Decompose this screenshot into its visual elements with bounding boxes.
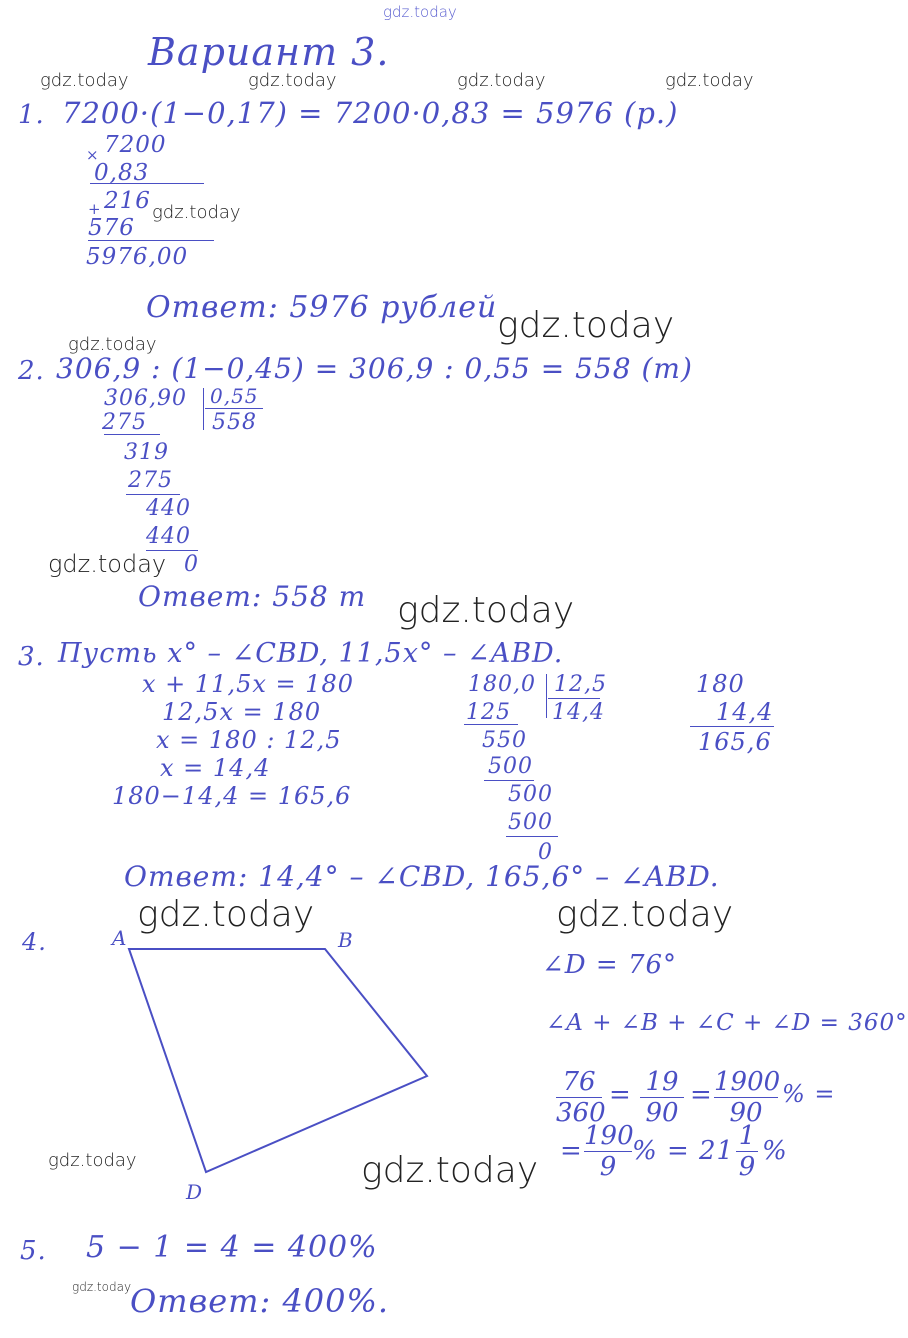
division-step: 550 bbox=[482, 728, 527, 753]
watermark: gdz.today bbox=[248, 70, 337, 91]
equals-sign: = bbox=[609, 1080, 632, 1110]
problem-2-answer: Ответ: 558 т bbox=[138, 580, 367, 613]
watermark: gdz.today bbox=[457, 70, 546, 91]
division-step: 500 bbox=[488, 754, 533, 779]
division-divisor: 0,55 bbox=[210, 384, 259, 408]
percent-sign: % bbox=[762, 1136, 788, 1166]
fraction bbox=[736, 1122, 758, 1181]
watermark: gdz.today bbox=[361, 1150, 539, 1191]
fraction-denominator: 90 bbox=[729, 1098, 763, 1128]
fraction bbox=[640, 1068, 684, 1127]
division-step: 275 bbox=[128, 468, 173, 493]
problem-5-answer: Ответ: 400%. bbox=[130, 1282, 390, 1320]
problem-1-answer: Ответ: 5976 рублей bbox=[146, 290, 498, 325]
watermark: gdz.today bbox=[48, 550, 167, 578]
watermark: gdz.today bbox=[68, 334, 157, 355]
problem-2-equation: 306,9 : (1−0,45) = 306,9 : 0,55 = 558 (т) bbox=[56, 352, 693, 385]
fraction-numerator: 1 bbox=[738, 1121, 756, 1151]
equals-sign: = bbox=[690, 1080, 713, 1110]
calc-line: 7200 bbox=[104, 132, 167, 158]
subtraction-line: 180 bbox=[696, 670, 745, 698]
watermark: gdz.today bbox=[72, 1280, 132, 1294]
watermark: gdz.today bbox=[397, 590, 575, 631]
calc-result: 5976,00 bbox=[86, 244, 189, 270]
problem-3-intro: Пусть x° – ∠CBD, 11,5x° – ∠ABD. bbox=[58, 638, 564, 669]
fraction-denominator: 9 bbox=[738, 1152, 756, 1182]
subtraction-result: 165,6 bbox=[698, 728, 772, 756]
division-step: 125 bbox=[466, 700, 511, 725]
watermark: gdz.today bbox=[497, 305, 675, 346]
mul-sign: × bbox=[86, 146, 100, 164]
problem-2-number: 2. bbox=[18, 356, 45, 386]
calc-line: 576 bbox=[88, 215, 135, 241]
division-quotient: 558 bbox=[212, 410, 257, 435]
watermark: gdz.today bbox=[40, 70, 129, 91]
problem-5-number: 5. bbox=[20, 1236, 47, 1266]
fraction bbox=[714, 1067, 781, 1128]
quadrilateral bbox=[129, 949, 427, 1172]
variant-heading: Вариант 3. bbox=[148, 30, 390, 74]
watermark: gdz.today bbox=[48, 1150, 137, 1171]
division-dividend: 180,0 bbox=[468, 672, 536, 697]
division-step: 0 bbox=[538, 840, 553, 865]
vertex-label-a: A bbox=[112, 926, 128, 950]
division-dividend: 306,90 bbox=[104, 386, 187, 411]
subtraction-line: 14,4 bbox=[716, 698, 774, 726]
division-step: 500 bbox=[508, 810, 553, 835]
problem-5-equation: 5 − 1 = 4 = 400% bbox=[86, 1230, 378, 1265]
fraction-numerator: 19 bbox=[645, 1067, 679, 1097]
result-value: % = 21 bbox=[632, 1136, 735, 1166]
vertex-label-d: D bbox=[186, 1180, 204, 1204]
equation-line: 180−14,4 = 165,6 bbox=[112, 782, 352, 810]
problem-3-number: 3. bbox=[18, 642, 45, 672]
equation-line: x = 180 : 12,5 bbox=[156, 726, 342, 754]
problem-1-equation: 7200·(1−0,17) = 7200·0,83 = 5976 (р.) bbox=[62, 96, 679, 130]
equation-line: x = 14,4 bbox=[160, 754, 271, 782]
calc-line: 216 bbox=[104, 188, 151, 214]
problem-3-answer: Ответ: 14,4° – ∠CBD, 165,6° – ∠ABD. bbox=[124, 860, 720, 893]
fraction-numerator: 1900 bbox=[714, 1067, 781, 1097]
division-quotient: 14,4 bbox=[552, 700, 605, 725]
division-step: 500 bbox=[508, 782, 553, 807]
watermark: gdz.today bbox=[665, 70, 754, 91]
problem-1-number: 1. bbox=[18, 100, 45, 130]
watermark: gdz.today bbox=[152, 202, 241, 223]
angle-d: ∠D = 76° bbox=[542, 950, 678, 980]
division-divisor: 12,5 bbox=[554, 672, 607, 697]
equation-line: x + 11,5x = 180 bbox=[142, 670, 355, 698]
fraction-denominator: 9 bbox=[599, 1152, 617, 1182]
add-sign: + bbox=[88, 200, 102, 218]
angle-sum: ∠A + ∠B + ∠C + ∠D = 360° bbox=[546, 1010, 908, 1036]
fraction-denominator: 90 bbox=[645, 1098, 679, 1128]
fraction-numerator: 76 bbox=[562, 1067, 596, 1097]
fraction bbox=[584, 1122, 632, 1181]
fraction bbox=[556, 1067, 606, 1128]
problem-4-number: 4. bbox=[22, 928, 47, 956]
equals-sign: = bbox=[560, 1136, 583, 1166]
calc-line: 0,83 bbox=[94, 160, 150, 186]
division-step: 275 bbox=[102, 410, 147, 435]
fraction-numerator: 190 bbox=[584, 1121, 634, 1151]
fraction-denominator: 360 bbox=[556, 1098, 606, 1128]
vertex-label-b: B bbox=[338, 928, 354, 952]
division-step: 440 bbox=[146, 524, 191, 549]
equation-line: 12,5x = 180 bbox=[162, 698, 322, 726]
watermark: gdz.today bbox=[137, 894, 315, 935]
watermark: gdz.today bbox=[383, 3, 457, 21]
division-step: 319 bbox=[124, 440, 169, 465]
watermark: gdz.today bbox=[556, 894, 734, 935]
division-step: 0 bbox=[184, 552, 199, 577]
division-step: 440 bbox=[146, 496, 191, 521]
percent-equals: % = bbox=[782, 1080, 836, 1108]
